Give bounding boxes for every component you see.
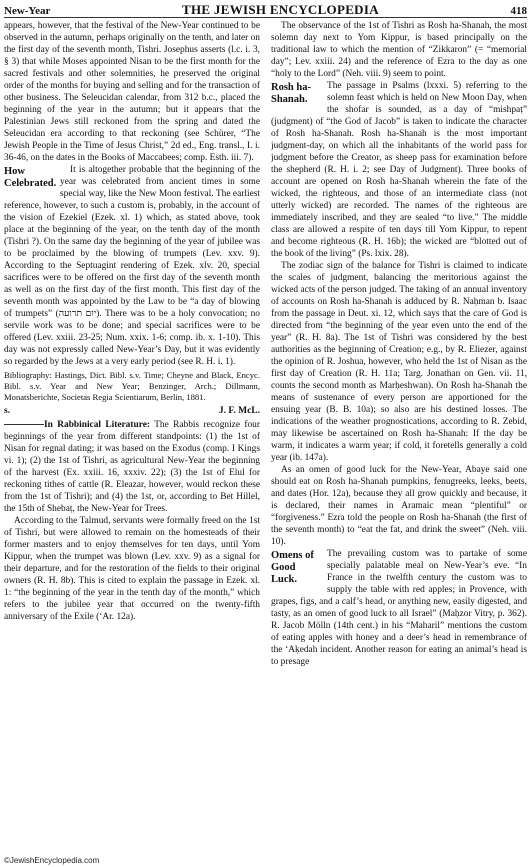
signature-row xyxy=(4,405,260,417)
page-number: 418 xyxy=(510,5,527,17)
paragraph: appears, however, that the festival of the New-Year continued to be observed in the autumn, perhaps originally on the tenth, and later on the first day of the seventh month, Tishri. Josephus asserts (l.c. i. 3, § 3) that while Moses appointed Nisan to be the first month for the sacred festivals and other solemnities, he preserved the original order of the months for buying and selling and for the transaction of other business. The Seleucidan calendar, from 312 b.c., placed the beginning of the year in the autumn; but it appears that the Palestinian Jews still reckoned from the spring and dated the Seleucidan era according to that reckoning (see Schürer, “The Jewish People in the Time of Jesus Christ,” 2d ed., Eng. transl., I. i. 36-46, on the dates in the Books of Maccabees; comp. Esth. iii. 7). xyxy=(4,21,260,163)
running-head xyxy=(4,2,527,16)
section-heading-rabbinical: In Rabbinical Literature: xyxy=(44,420,150,430)
running-head-title: THE JEWISH ENCYCLOPEDIA xyxy=(182,2,379,17)
paragraph: The zodiac sign of the balance for Tishri is claimed to indicate the scales of judgment, balancing the meritorious against the wicked acts of the person judged. The taking of an annual inventory of accounts on Rosh ha-Shanah is adduced by R. Naḥman b. Isaac from the passage in Deut. xi. 12, which says that the care of God is directed from “the beginning of the year even unto the end of the year” (R. H. 8a). The 1st of Tishri was considered by the best authorities as the beginning of Creation; e.g., by R. Eliezer, against the opinion of R. Joshua, however, who held the 1st of Nisan as the first day of Creation (R. H. 11a; Targ. Jonathan on Gen. vii. 11, counts the second month as Marḥeshwan). On Rosh ha-Shanah the means of sustenance of every person are apportioned for the ensuing year (B. B. 10a); so also are his destined losses. The indications of the weather prognostications, according to R. Zebid, may likewise be ascertained on Rosh ha-Shanah: If the day be warm, it indicates a warm year; if cold, it foretells generally a cold year (ib. 147a). xyxy=(271,261,527,463)
bibliography: Bibliography: Hastings, Dict. Bibl. s.v. Time; Cheyne and Black, Encyc. Bibl. s.v. Year and New Year; Benzinger, Arch.; Dillmann, Monatsberichte, Societas Regia Scientiarum, Berlin, 1881. xyxy=(4,370,260,402)
header-rule xyxy=(4,17,527,18)
section-rule xyxy=(4,424,44,425)
paragraph-text: The Rabbis recognize four beginnings of the year from different standpoints: (1) the 1st of Nisan for regnal dating; it was based on the Exodus (comp. I Kings vi. 1); (2) the 1st of Tishri, as agricultural New-Year the beginning of the harvest (Ex. xxiii. 16, xxxiv. 22); (3) the 1st of Elul for reckoning tithes of cattle (R. Eleazar, however, would reckon these from the 1st of Tishri); and (4) the 1st, or, according to Bet Hillel, the 15th of Shebaṭ, the New-Year for Trees. xyxy=(4,420,260,514)
signature-author: J. F. McL. xyxy=(218,406,260,416)
side-heading-rosh-ha-shanah: Rosh ha-Shanah. xyxy=(271,82,311,105)
copyright-footer: ©JewishEncyclopedia.com xyxy=(4,856,100,865)
paragraph: The passage in Psalms (lxxxi. 5) referring to the solemn feast which is held on New Moon Day, when the shofar is sounded, as a day of “mishpaṭ” (judgment) of “the God of Jacob” is taken to indicate the character of Rosh ha-Shanah. Rosh ha-Shanah is the most important judgment-day, on which all the inhabitants of the world pass for judgment before the Creator, as sheep pass for examination before the shepherd (R. H. i. 2; see Day of Judgment). Three books of account are opened on Rosh ha-Shanah wherein the fate of the wicked, the righteous, and those of an intermediate class (not utterly wicked) are recorded. The names of the righteous are immediately inscribed, and they are sealed “to live.” The middle class are allowed a respite of ten days till Yom Kippur, to repent and become righteous (R. H. 16b); the wicked are “blotted out of the book of the living” (Ps. lxix. 28). xyxy=(271,81,527,259)
paragraph: It is altogether probable that the beginning of the year was celebrated from ancient times in some special way, like the New Moon festival. The earliest reference, however, to such a custom is, probably, in the account of the vision of Ezekiel (Ezek. xl. 1) which, as stated above, took place at the beginning of the year, on the tenth day of the month (Tishri ?). On the same day the beginning of the year of jubilee was to be proclaimed by the blowing of trumpets (Lev. xxv. 9). According to the Septuagint rendering of Ezek. xlv. 20, special sacrifices were to be offered on the first day of the seventh month as well as on the first day of the first month. This first day of the seventh month was appointed by the Law to be “a day of blowing of trumpets” (יום תרועה). There was to be a holy convocation; no servile work was to be done; and special sacrifices were to be offered (Lev. xxiii. 23-25; Num. xxix. 1-6; comp. ib. x. 1-10). This day was not expressly called New-Year’s Day, but it was evidently so regarded by the Jews at a very early period (see R. H. i. 1). xyxy=(4,165,260,367)
paragraph: The observance of the 1st of Tishri as Rosh ha-Shanah, the most solemn day next to Yom Kippur, is based principally on the traditional law to which the mention of “Zikkaron” (= “memorial day”; Lev. xxiii. 24) and the reference of Ezra to the day as one “holy to the Lord” (Neh. viii. 9) seem to point. xyxy=(271,21,527,79)
running-head-left: New-Year xyxy=(4,5,51,17)
right-column xyxy=(271,20,527,852)
paragraph: As an omen of good luck for the New-Year, Abaye said one should eat on Rosh ha-Shanah pumpkins, fenugreeks, leeks, beets, and dates (Hor. 12a), because they all grow quickly and because, it is declared, their names in Aramaic mean “plentiful” or “forgiveness.” Ezra told the people on Rosh ha-Shanah (the first of the seventh month) to “eat the fat, and drink the sweet” (Neh. viii. 10). xyxy=(271,465,527,547)
left-column xyxy=(4,20,260,852)
side-heading-how-celebrated: How Celebrated. xyxy=(4,166,57,189)
signature-left: s. xyxy=(4,406,11,416)
side-heading-omens-of-good-luck: Omens of Good Luck. xyxy=(271,550,314,585)
rabbinical-paragraph xyxy=(4,419,260,515)
paragraph: According to the Talmud, servants were formally freed on the 1st of Tishri, but were allowed to remain on the homesteads of their former masters and to enjoy themselves for ten days, until Yom Kippur, when the trumpet was blown (Lev. xxv. 9) as a signal for their departure, and for the restoration of the fields to their original owners (R. H. 8b). This is cited to explain the passage in Ezek. xl. 1: “the beginning of the year in the tenth day of the month,” which refers to the jubilee year that occurred on the twenty-fifth anniversary of the Exile (‘Ar. 12a). xyxy=(4,516,260,622)
paragraph: The prevailing custom was to partake of some specially palatable meal on New-Year’s eve. “In France in the twelfth century the custom was to supply the table with red apples; in Provence, with grapes, figs, and a calf’s head, or anything new, easily digested, and tasty, as an omen of good luck to all Israel” (Maḥzor Vitry, p. 362). R. Jacob Mölln (14th cent.) in his “Maharil” mentions the custom of eating apples with honey and a deer’s head in remembrance of the ‘Aḳedah incident. Another reason for eating an animal’s head is to presage xyxy=(271,549,527,667)
